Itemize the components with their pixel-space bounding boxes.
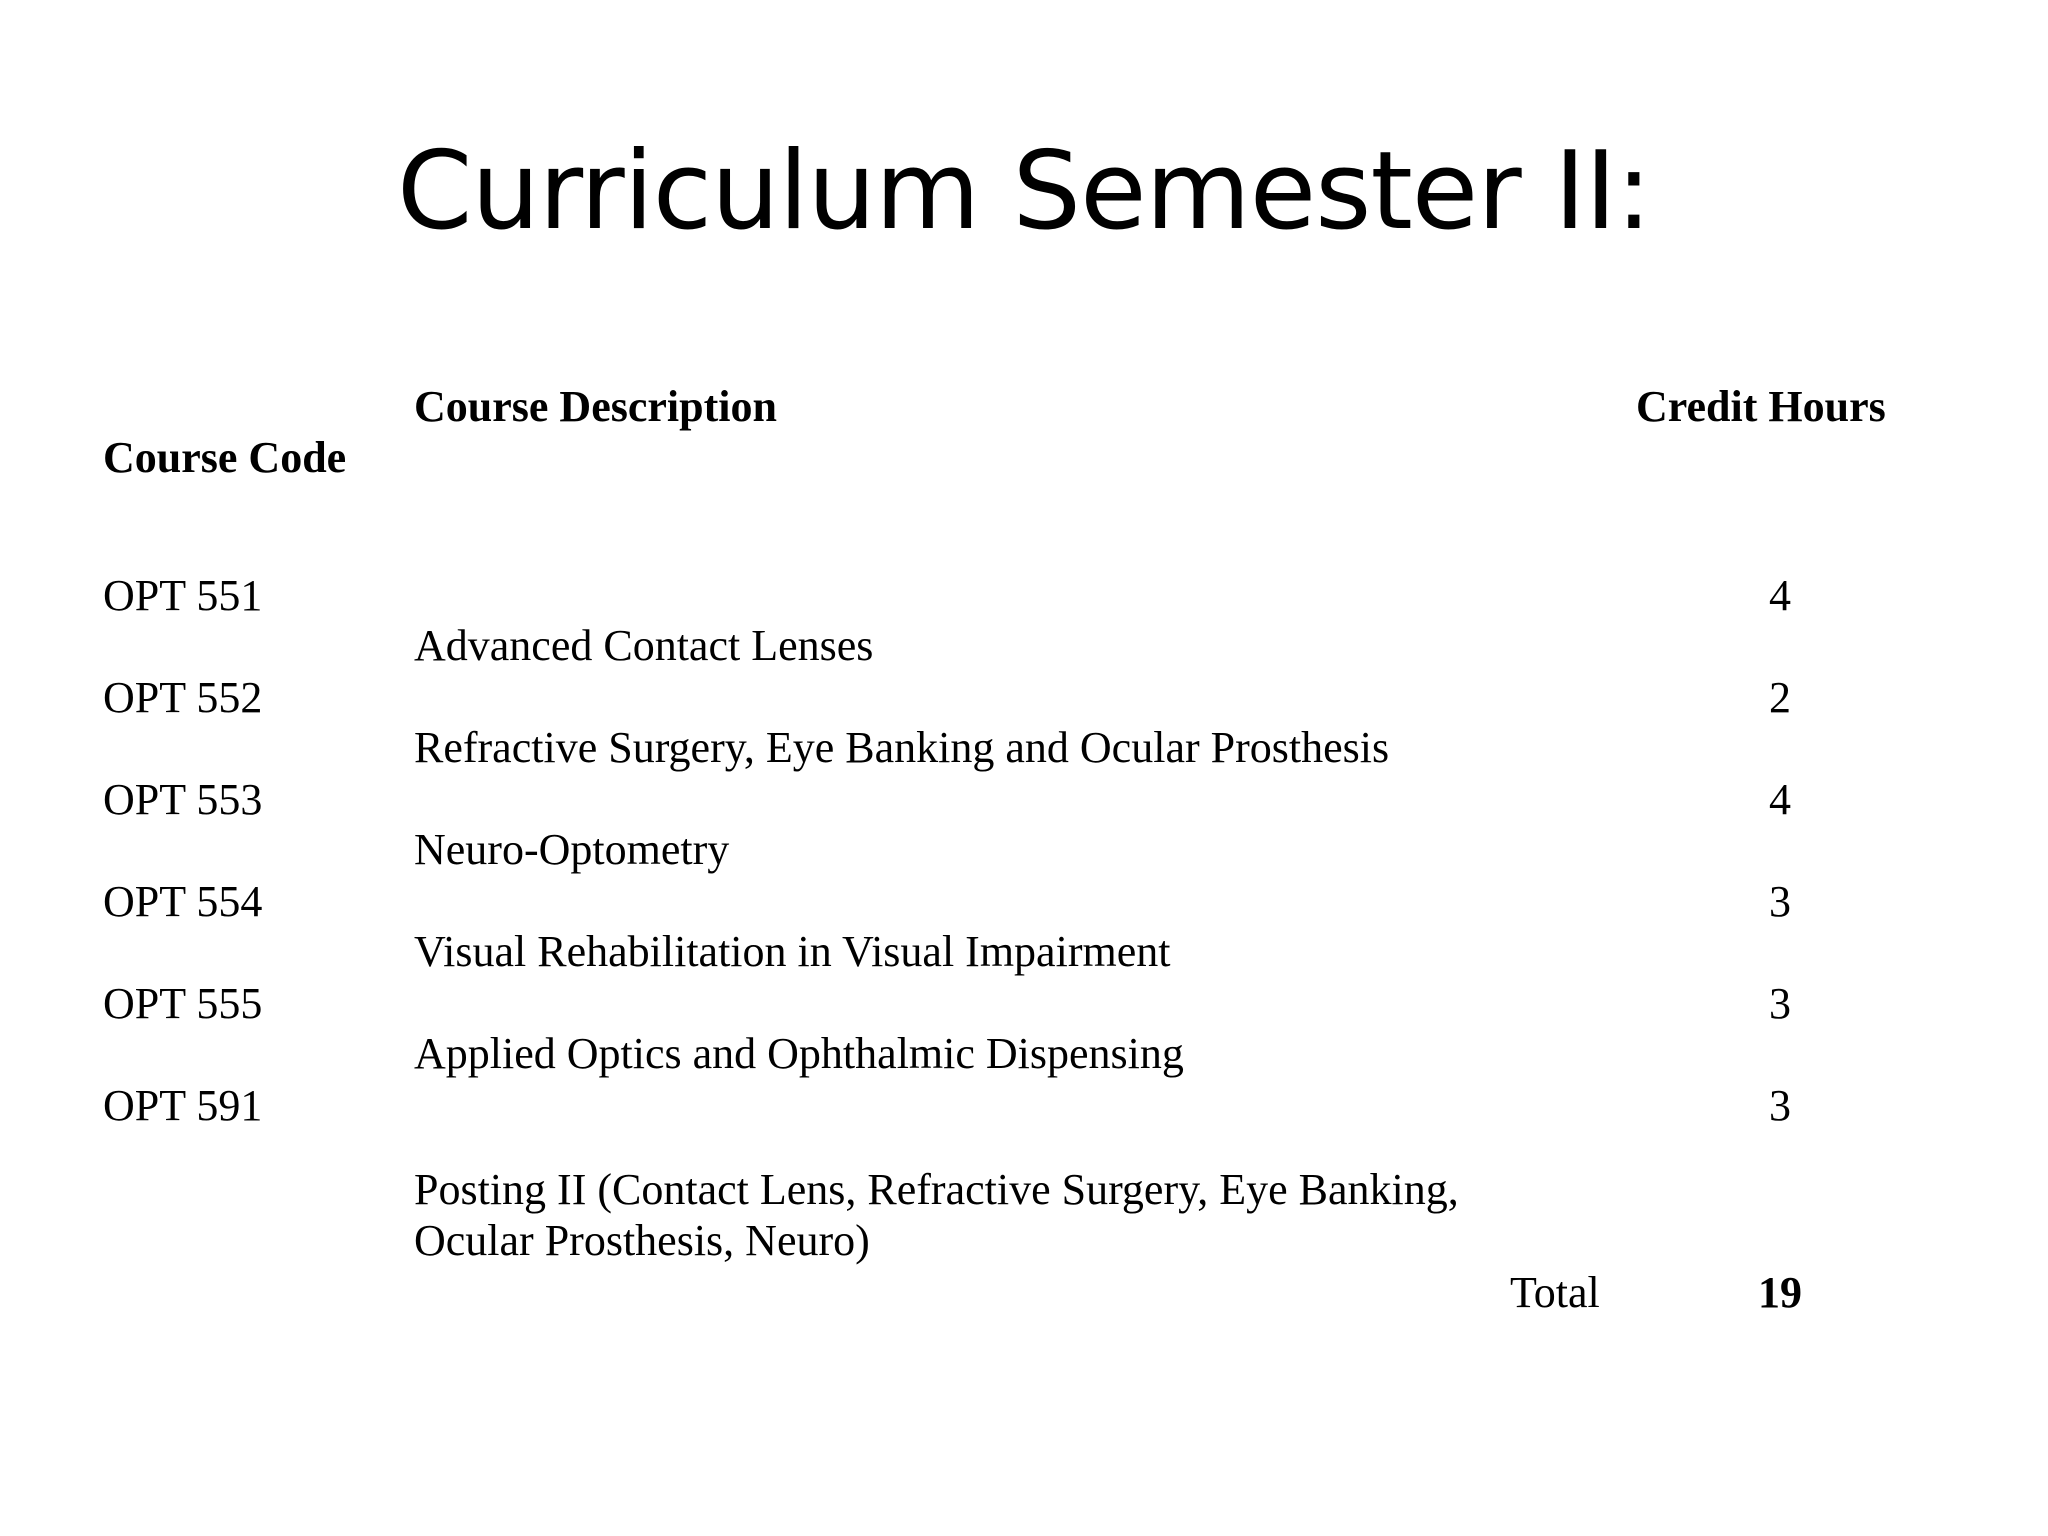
credit-hours-cell: 2 [1769,673,1791,722]
course-code-cell: OPT 552 [103,673,263,722]
course-code-cell: OPT 551 [103,571,263,620]
header-course-description: Course Description [414,382,777,431]
page-title: Curriculum Semester II: [396,129,1652,254]
course-description-cell: Visual Rehabilitation in Visual Impairment [414,927,1171,976]
total-value: 19 [1758,1268,1802,1317]
course-code-cell: OPT 591 [103,1081,263,1130]
course-description-cell: Advanced Contact Lenses [414,621,874,670]
course-code-cell: OPT 554 [103,877,263,926]
course-description-cell: Applied Optics and Ophthalmic Dispensing [414,1029,1184,1078]
header-course-code: Course Code [103,433,347,482]
course-description-cell: Ocular Prosthesis, Neuro) [414,1216,870,1265]
course-code-cell: OPT 555 [103,979,263,1028]
credit-hours-cell: 3 [1769,979,1791,1028]
credit-hours-cell: 4 [1769,571,1791,620]
credit-hours-cell: 4 [1769,775,1791,824]
course-description-cell: Neuro-Optometry [414,825,730,874]
course-description-cell: Posting II (Contact Lens, Refractive Surgery, Eye Banking, [414,1165,1459,1214]
course-code-cell: OPT 553 [103,775,263,824]
header-credit-hours: Credit Hours [1636,382,1886,431]
total-label: Total [1510,1268,1600,1317]
credit-hours-cell: 3 [1769,877,1791,926]
course-description-cell: Refractive Surgery, Eye Banking and Ocular Prosthesis [414,723,1390,772]
credit-hours-cell: 3 [1769,1081,1791,1130]
